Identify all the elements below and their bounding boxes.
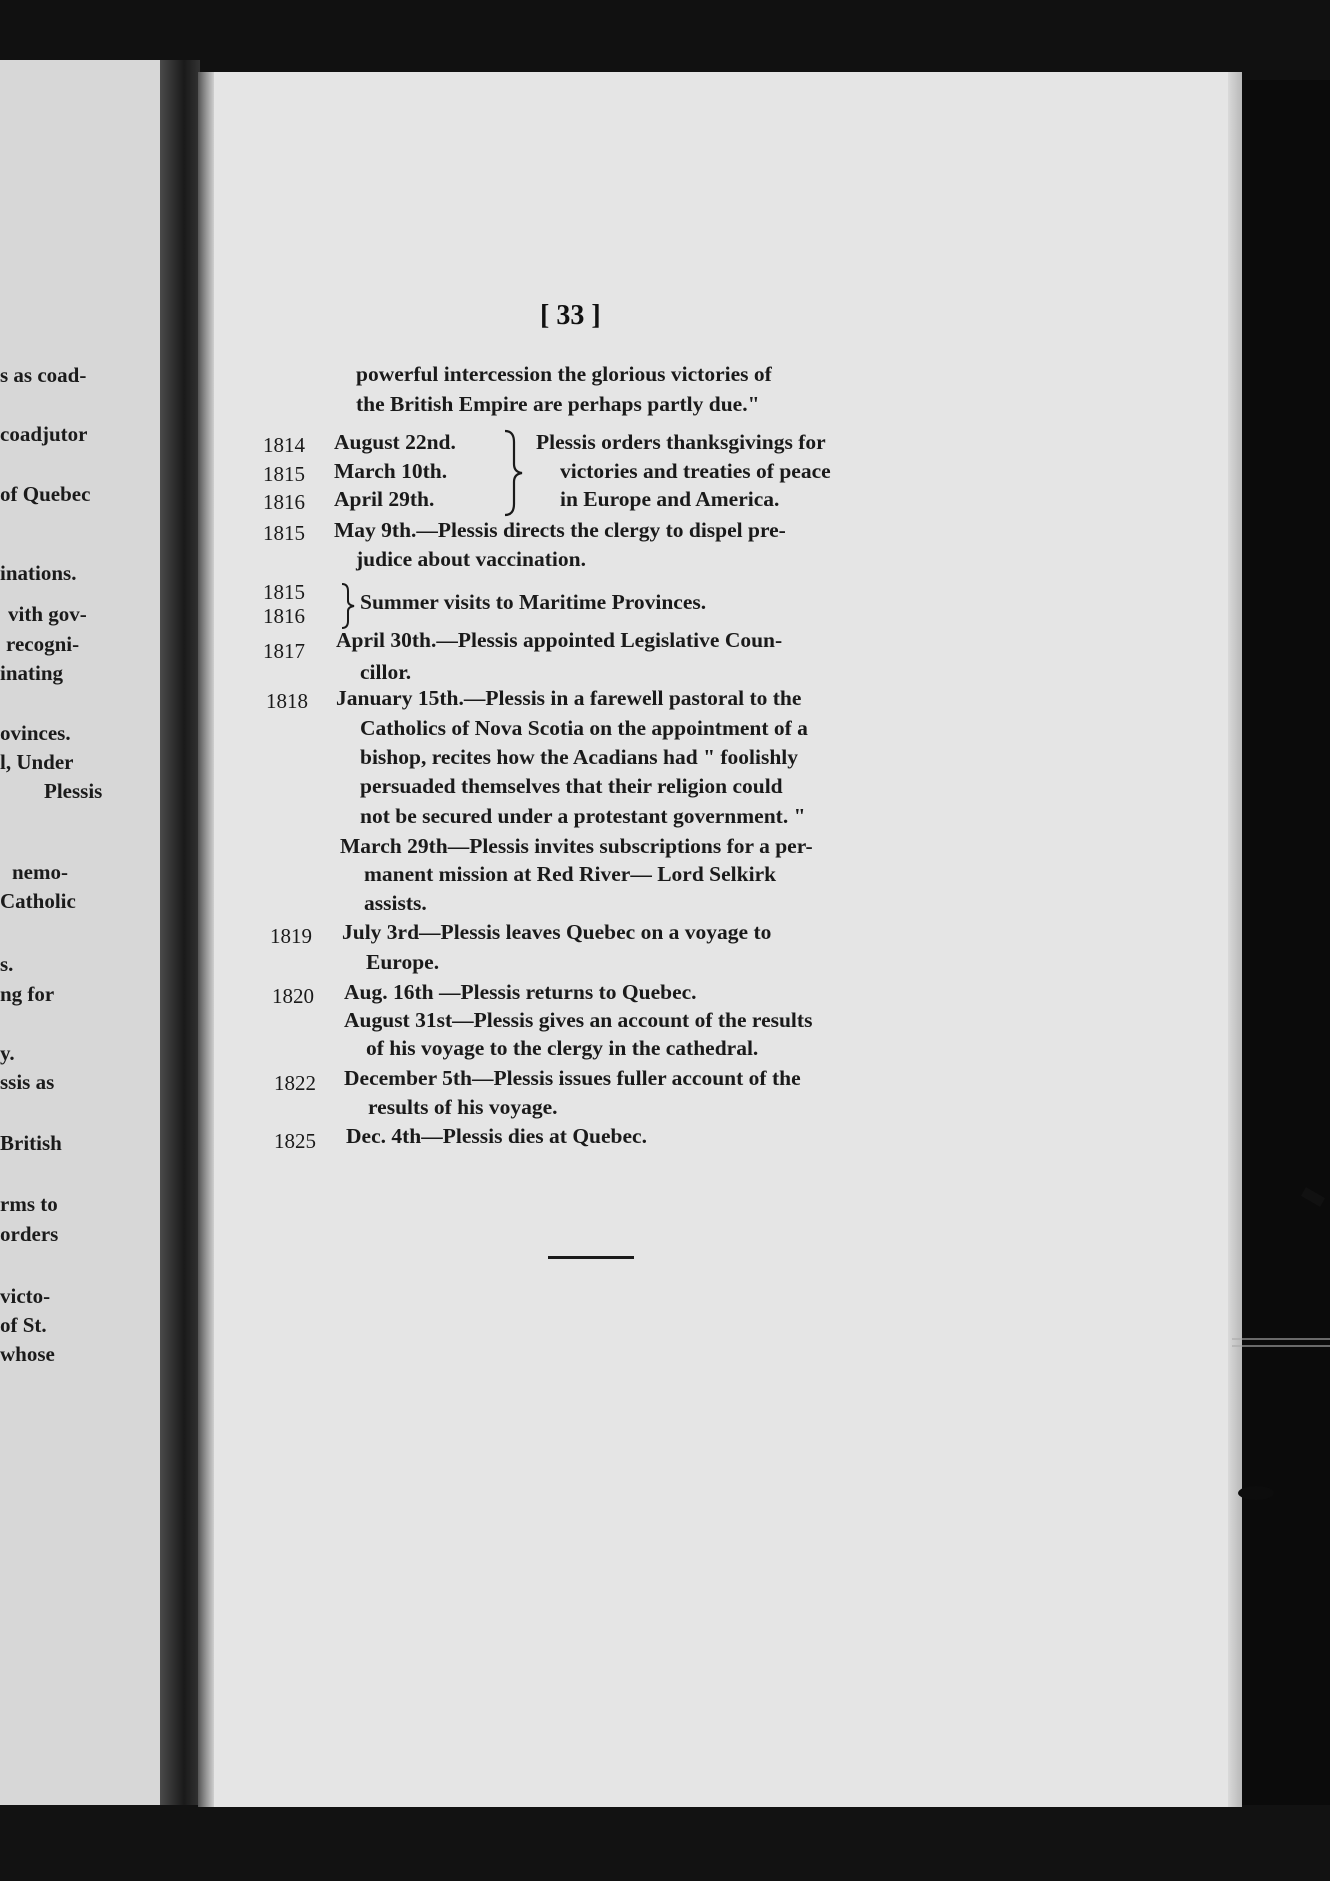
date-label: April 29th. xyxy=(334,487,435,511)
year-label: 1818 xyxy=(266,689,308,713)
left-fragment: inations. xyxy=(0,561,77,585)
entry-line: April 30th.—Plessis appointed Legislative Coun- xyxy=(336,628,783,652)
entry-line: of his voyage to the clergy in the cathedral. xyxy=(366,1036,759,1060)
year-label: 1825 xyxy=(274,1129,316,1153)
left-fragment: whose xyxy=(0,1342,55,1366)
year-label: 1815 xyxy=(263,462,305,486)
date-label: August 22nd. xyxy=(334,430,456,454)
page-number: [ 33 ] xyxy=(540,300,601,331)
entry-line: bishop, recites how the Acadians had " foolishly xyxy=(360,745,799,769)
entry-line: persuaded themselves that their religion could xyxy=(360,774,783,798)
date-label: March 10th. xyxy=(334,459,448,483)
left-fragment: Plessis xyxy=(44,779,103,803)
intro-line: powerful intercession the glorious victories of xyxy=(356,362,772,386)
left-fragment: coadjutor xyxy=(0,422,88,446)
left-fragment: ssis as xyxy=(0,1070,55,1094)
entry-line: Catholics of Nova Scotia on the appointment of a xyxy=(360,716,808,740)
left-fragment: ovinces. xyxy=(0,721,71,745)
entry-line: December 5th—Plessis issues fuller account of the xyxy=(344,1066,801,1090)
scan-speck xyxy=(1301,1187,1325,1207)
year-label: 1822 xyxy=(274,1071,316,1095)
left-fragment: rms to xyxy=(0,1192,58,1216)
left-fragment: vith gov- xyxy=(8,602,87,626)
closing-rule xyxy=(548,1256,634,1259)
entry-line: assists. xyxy=(364,891,427,915)
page-edge xyxy=(1228,72,1242,1807)
left-fragment: y. xyxy=(0,1041,15,1065)
entry-line: not be secured under a protestant government. " xyxy=(360,804,806,828)
left-fragment: British xyxy=(0,1131,62,1155)
left-fragment: Catholic xyxy=(0,889,76,913)
brace-text: Plessis orders thanksgivings for xyxy=(536,430,826,454)
entry-line: results of his voyage. xyxy=(368,1095,558,1119)
entry-line: May 9th.—Plessis directs the clergy to dispel pre- xyxy=(334,518,786,542)
year-label: 1816 xyxy=(263,490,305,514)
entry-line: March 29th—Plessis invites subscriptions for a per- xyxy=(340,834,813,858)
brace-text: victories and treaties of peace xyxy=(560,459,831,483)
left-fragment: orders xyxy=(0,1222,59,1246)
entry-line: manent mission at Red River— Lord Selkirk xyxy=(364,862,777,886)
left-fragment: s as coad- xyxy=(0,363,87,387)
entry-line: July 3rd—Plessis leaves Quebec on a voyage to xyxy=(342,920,772,944)
scan-speck xyxy=(1238,1486,1274,1500)
year-label: 1819 xyxy=(270,924,312,948)
scan-bottom-border xyxy=(0,1805,1330,1881)
year-label: 1816 xyxy=(263,604,305,628)
year-label: 1814 xyxy=(263,433,305,457)
entry-line: August 31st—Plessis gives an account of the results xyxy=(344,1008,813,1032)
brace-text: in Europe and America. xyxy=(560,487,780,511)
entry-line: Dec. 4th—Plessis dies at Quebec. xyxy=(346,1124,647,1148)
left-fragment: of Quebec xyxy=(0,482,91,506)
left-fragment: nemo- xyxy=(12,860,68,884)
gutter-shading xyxy=(198,72,214,1807)
scan-artifact xyxy=(1232,1345,1330,1347)
right-brace xyxy=(502,428,524,518)
year-label: 1817 xyxy=(263,639,305,663)
left-fragment: of St. xyxy=(0,1313,47,1337)
page-fold-shadow xyxy=(160,60,200,1805)
left-fragment: ng for xyxy=(0,982,55,1006)
left-fragment: l, Under xyxy=(0,750,74,774)
right-brace xyxy=(340,582,356,630)
scan-artifact xyxy=(1232,1338,1330,1340)
entry-line: January 15th.—Plessis in a farewell pastoral to the xyxy=(336,686,802,710)
year-label: 1815 xyxy=(263,521,305,545)
entry-line: Europe. xyxy=(366,950,440,974)
left-fragment: recogni- xyxy=(6,632,80,656)
entry-line: judice about vaccination. xyxy=(356,547,586,571)
intro-line: the British Empire are perhaps partly due." xyxy=(356,392,760,416)
left-fragment: inating xyxy=(0,661,64,685)
entry-line: Summer visits to Maritime Provinces. xyxy=(360,590,707,614)
left-fragment: s. xyxy=(0,952,14,976)
left-fragment: victo- xyxy=(0,1284,51,1308)
entry-line: Aug. 16th —Plessis returns to Quebec. xyxy=(344,980,697,1004)
year-label: 1815 xyxy=(263,580,305,604)
year-label: 1820 xyxy=(272,984,314,1008)
entry-line: cillor. xyxy=(360,660,412,684)
